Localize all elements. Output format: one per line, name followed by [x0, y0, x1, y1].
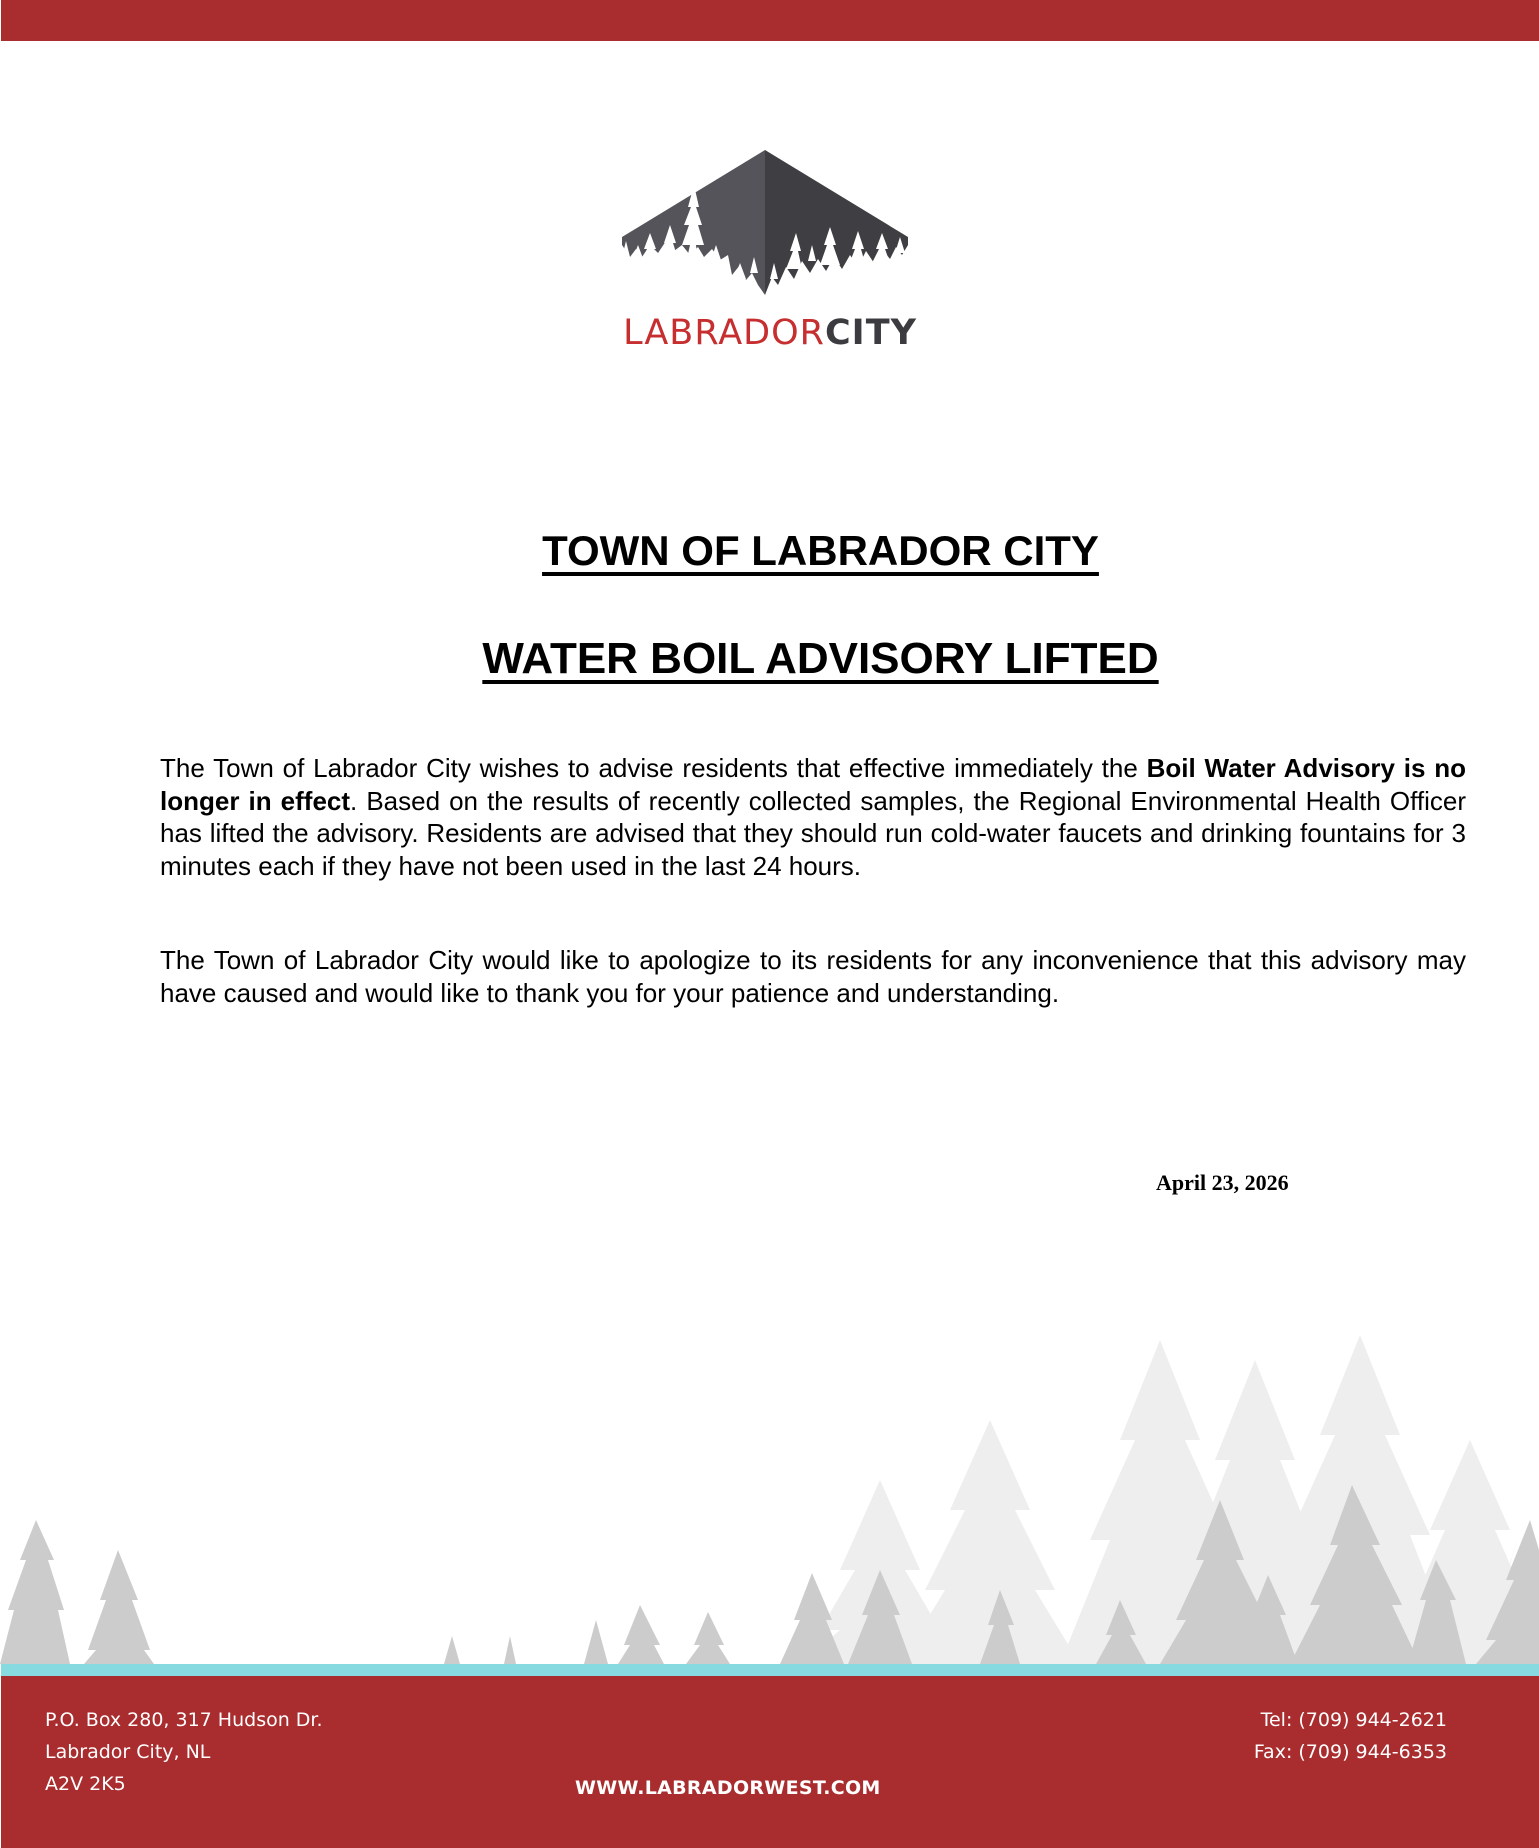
paragraph1-intro: The Town of Labrador City wishes to advise residents that effective immediately the — [160, 753, 1147, 783]
wordmark-city: CITY — [824, 313, 917, 353]
footer — [1, 1676, 1539, 1848]
address-line-2: Labrador City, NL — [45, 1741, 211, 1763]
address-line-1: P.O. Box 280, 317 Hudson Dr. — [45, 1709, 323, 1731]
address-line-3: A2V 2K5 — [45, 1773, 126, 1795]
header-bar — [1, 0, 1539, 41]
labrador-city-logo — [590, 145, 950, 360]
logo-wordmark — [590, 313, 950, 353]
telephone-number: Tel: (709) 944-2621 — [1260, 1709, 1447, 1731]
mountain-forest-icon — [590, 145, 950, 305]
heading-town-text: TOWN OF LABRADOR CITY — [542, 527, 1099, 574]
heading-advisory-text: WATER BOIL ADVISORY LIFTED — [482, 634, 1159, 683]
mailing-address — [45, 1704, 323, 1800]
website-link[interactable]: WWW.LABRADORWEST.COM — [575, 1777, 881, 1799]
fax-number: Fax: (709) 944-6353 — [1253, 1741, 1447, 1763]
contact-numbers — [1254, 1704, 1447, 1768]
forest-background-icon — [0, 1300, 1539, 1664]
document-heading-town — [0, 527, 1539, 575]
paragraph1-emphasis: Boil Water Advisory is no longer in effect — [160, 753, 1467, 816]
apology-paragraph: The Town of Labrador City would like to apologize to its residents for any inconvenience that this advisory may have caused and would like to thank you for your patience and understanding. — [160, 945, 1466, 1008]
footer-accent-stripe — [1, 1664, 1539, 1676]
wordmark-labrador: LABRADOR — [623, 313, 825, 353]
advisory-paragraph — [160, 752, 1466, 882]
paragraph1-rest: . Based on the results of recently collected samples, the Regional Environmental Health Officer has lifted the advisory. Residents are advised that they should run cold-water faucets and drinking fountains for 3 minutes each if they have not been used in the last 24 hours. — [160, 785, 1466, 881]
document-heading-advisory — [0, 634, 1539, 684]
document-date: April 23, 2026 — [1156, 1170, 1289, 1195]
